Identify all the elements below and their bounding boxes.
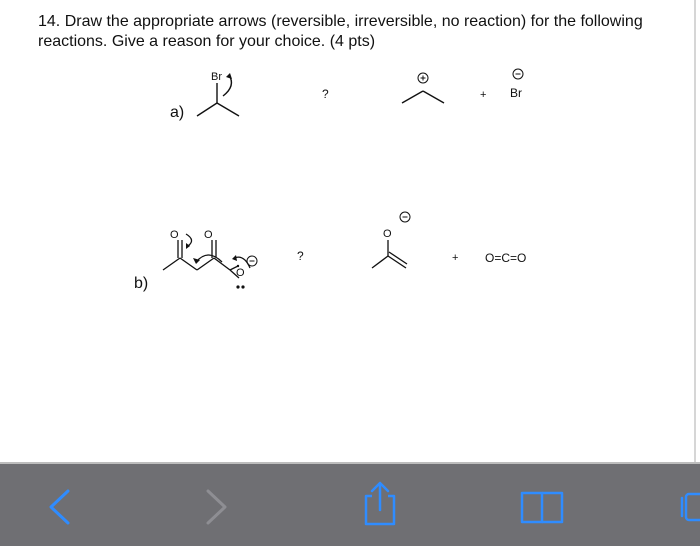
share-icon — [350, 464, 410, 546]
tabs-icon — [676, 464, 700, 546]
part-b-plus: + — [452, 252, 459, 264]
share-button[interactable] — [350, 464, 410, 546]
part-a-unknown-arrow: ? — [322, 87, 329, 101]
forward-button[interactable] — [192, 464, 252, 546]
tabs-button[interactable] — [676, 464, 700, 546]
part-b-ketone-oxygen: O — [170, 229, 179, 241]
part-b-unknown-arrow: ? — [297, 249, 304, 263]
part-a-cation — [402, 73, 444, 103]
part-b-anion-oxygen: O — [236, 267, 245, 279]
book-icon — [512, 464, 572, 546]
part-b-enolate — [372, 212, 410, 268]
bookmarks-button[interactable] — [512, 464, 572, 546]
bottom-toolbar — [0, 464, 700, 546]
question-text: 14. Draw the appropriate arrows (reversible, irreversible, no reaction) for the following reactions. Give a reason for your choice. (4 pts) — [38, 13, 643, 50]
part-a-br-atom: Br — [211, 71, 222, 83]
part-b-enolate-oxygen: O — [383, 228, 392, 240]
part-b-label: b) — [134, 275, 149, 292]
chevron-left-icon — [30, 464, 90, 546]
chevron-right-icon — [192, 464, 252, 546]
part-a-plus: + — [480, 89, 487, 101]
part-a-bromide: Br — [510, 86, 522, 100]
part-a-bromide-charge — [513, 69, 523, 79]
part-a-label: a) — [170, 104, 185, 121]
part-b-carbonyl-oxygen: O — [204, 229, 213, 241]
back-button[interactable] — [30, 464, 90, 546]
part-b-carbon-dioxide: O=C=O — [485, 251, 527, 265]
